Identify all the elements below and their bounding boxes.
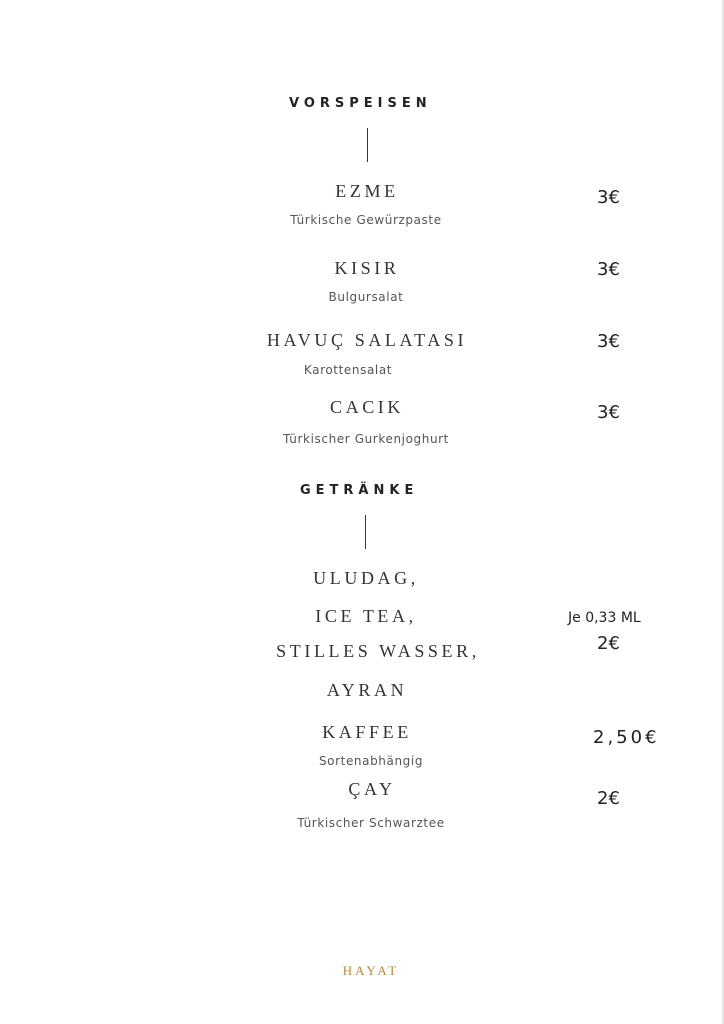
menu-item-description: Sortenabhängig bbox=[318, 754, 424, 768]
softdrink-name: AYRAN bbox=[326, 680, 408, 700]
menu-item-name: ÇAY bbox=[348, 779, 396, 799]
section-title-vorspeisen: VORSPEISEN bbox=[289, 96, 432, 111]
menu-item-name: KISIR bbox=[334, 258, 400, 278]
menu-item-price: 3€ bbox=[597, 187, 620, 208]
softdrink-volume-note: Je 0,33 ML bbox=[568, 610, 641, 626]
menu-item-price: 2,50€ bbox=[593, 727, 660, 748]
menu-item-description: Türkischer Schwarztee bbox=[297, 816, 445, 830]
section-divider bbox=[365, 515, 366, 549]
menu-item-description: Türkischer Gurkenjoghurt bbox=[283, 432, 449, 446]
softdrink-name: STILLES WASSER, bbox=[276, 641, 480, 661]
softdrink-price: 2€ bbox=[597, 633, 620, 654]
menu-item-name: EZME bbox=[335, 181, 399, 201]
section-title-getraenke: GETRÄNKE bbox=[300, 483, 419, 498]
menu-item-description: Bulgursalat bbox=[328, 290, 404, 304]
menu-item-name: HAVUÇ SALATASI bbox=[266, 330, 468, 350]
softdrink-name: ULUDAG, bbox=[313, 568, 419, 588]
brand-footer: HAYAT bbox=[342, 963, 400, 978]
menu-item-description: Türkische Gewürzpaste bbox=[290, 213, 442, 227]
menu-item-description: Karottensalat bbox=[303, 363, 393, 377]
menu-item-price: 2€ bbox=[597, 788, 620, 809]
menu-item-name: KAFFEE bbox=[322, 722, 412, 742]
section-divider bbox=[367, 128, 368, 162]
menu-item-name: CACIK bbox=[329, 397, 405, 417]
menu-item-price: 3€ bbox=[597, 402, 620, 423]
softdrink-name: ICE TEA, bbox=[315, 606, 417, 626]
menu-item-price: 3€ bbox=[597, 259, 620, 280]
menu-item-price: 3€ bbox=[597, 331, 620, 352]
